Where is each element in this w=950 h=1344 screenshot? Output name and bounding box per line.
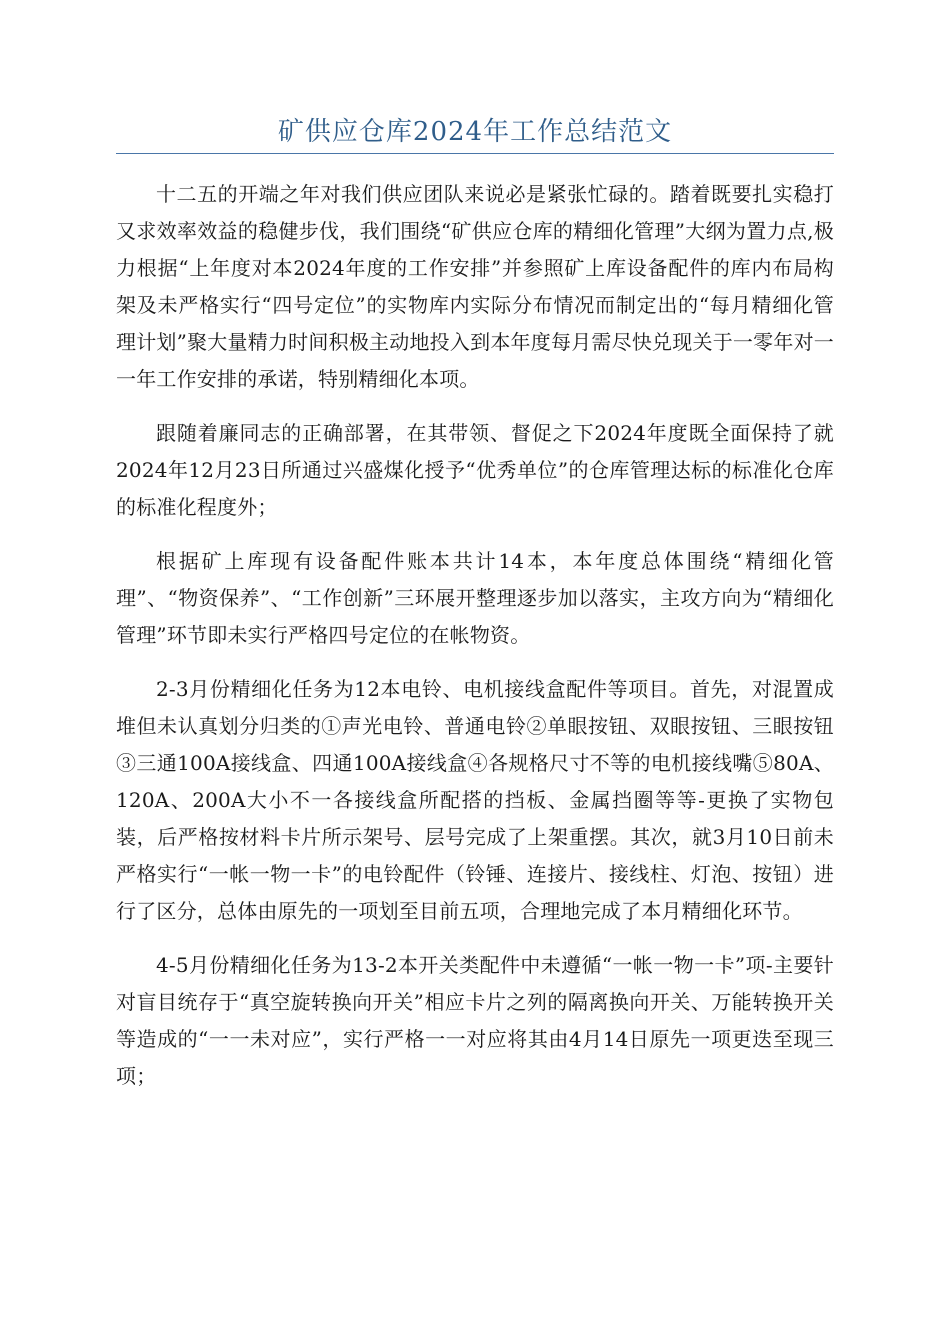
paragraph: 4-5月份精细化任务为13-2本开关类配件中未遵循“一帐一物一卡”项-主要针对盲目统存于“真空旋转换向开关”相应卡片之列的隔离换向开关、万能转换开关等造成的“一一未对应”，实行严格一一对应将其由4月14日原先一项更迭至现三项； [116, 953, 834, 1088]
paragraph: 跟随着廉同志的正确部署，在其带领、督促之下2024年度既全面保持了就2024年12月23日所通过兴盛煤化授予“优秀单位”的仓库管理达标的标准化仓库的标准化程度外； [116, 421, 834, 519]
title-underline [116, 153, 834, 154]
document-body [116, 176, 834, 1112]
document-title: 矿供应仓库2024年工作总结范文 [277, 117, 673, 147]
paragraph: 2-3月份精细化任务为12本电铃、电机接线盒配件等项目。首先，对混置成堆但未认真划分归类的①声光电铃、普通电铃②单眼按钮、双眼按钮、三眼按钮③三通100A接线盒、四通100A接线盒④各规格尺寸不等的电机接线嘴⑤80A、120A、200A大小不一各接线盒所配搭的挡板、金属挡圈等等-更换了实物包装，后严格按材料卡片所示架号、层号完成了上架重摆。其次，就3月10日前未严格实行“一帐一物一卡”的电铃配件（铃锤、连接片、接线柱、灯泡、按钮）进行了区分，总体由原先的一项划至目前五项，合理地完成了本月精细化环节。 [116, 677, 834, 923]
paragraph: 根据矿上库现有设备配件账本共计14本，本年度总体围绕“精细化管理”、“物资保养”、“工作创新”三环展开整理逐步加以落实，主攻方向为“精细化管理”环节即未实行严格四号定位的在帐物资。 [116, 549, 834, 647]
paragraph: 十二五的开端之年对我们供应团队来说必是紧张忙碌的。踏着既要扎实稳打又求效率效益的稳健步伐，我们围绕“矿供应仓库的精细化管理”大纲为置力点,极力根据“上年度对本2024年度的工作安排”并参照矿上库设备配件的库内布局构架及未严格实行“四号定位”的实物库内实际分布情况而制定出的“每月精细化管理计划”聚大量精力时间积极主动地投入到本年度每月需尽快兑现关于一零年对一一年工作安排的承诺，特别精细化本项。 [116, 182, 834, 391]
